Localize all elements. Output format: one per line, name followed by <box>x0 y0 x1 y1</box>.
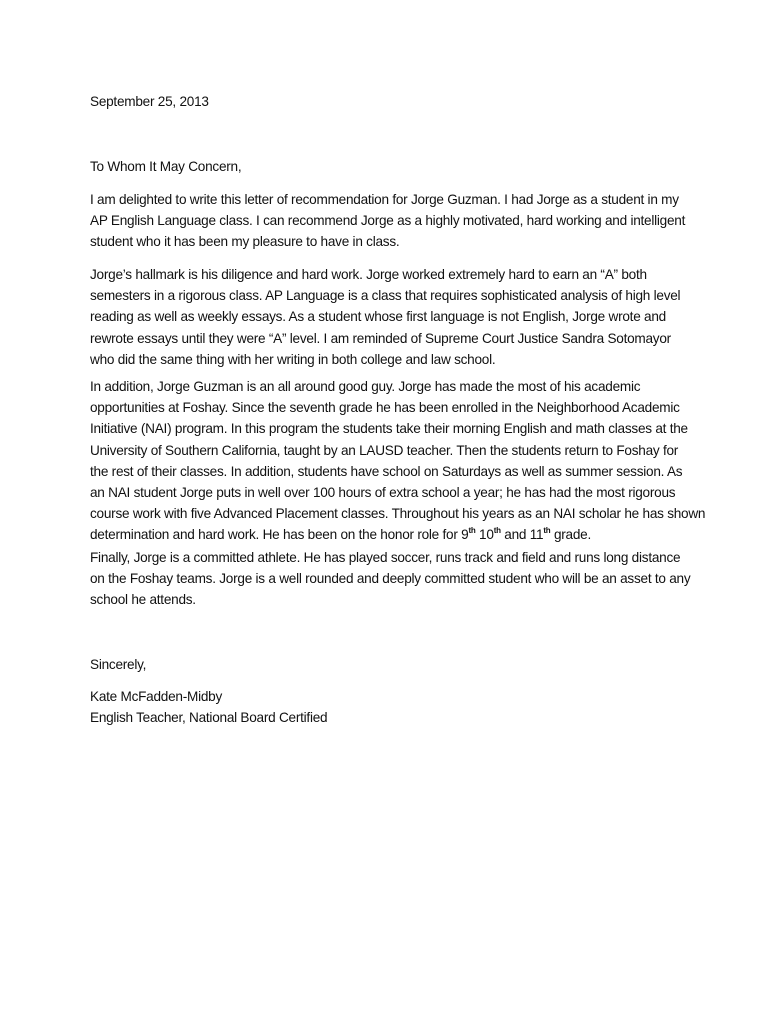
paragraph-line: on the Foshay teams. Jorge is a well rounded and deeply committed student who will be an asset to any <box>90 571 691 587</box>
paragraph-line-grades <box>90 524 686 545</box>
paragraph-line: the rest of their classes. In addition, students have school on Saturdays as well as summer session. As <box>90 463 683 479</box>
grades-text-b: 10 <box>475 527 494 543</box>
grade-suffix: th <box>468 525 476 535</box>
paragraph-1 <box>90 189 686 253</box>
letter-salutation <box>90 156 686 177</box>
paragraph-line: an NAI student Jorge puts in well over 100 hours of extra school a year; he has had the most rigorous <box>90 485 676 501</box>
grade-suffix: th <box>543 525 551 535</box>
paragraph-line: In addition, Jorge Guzman is an all around good guy. Jorge has made the most of his academic <box>90 379 641 394</box>
letter-closing <box>90 654 686 675</box>
paragraph-line: Finally, Jorge is a committed athlete. He has played soccer, runs track and field and runs long distance <box>90 550 681 565</box>
paragraph-line: opportunities at Foshay. Since the seventh grade he has been enrolled in the Neighborhood Academic <box>90 400 680 416</box>
grades-text-d: grade. <box>550 527 591 543</box>
closing-text: Sincerely, <box>90 657 147 672</box>
paragraph-line: semesters in a rigorous class. AP Language is a class that requires sophisticated analysis of high level <box>90 288 681 304</box>
grades-text-c: and 11 <box>500 527 544 543</box>
paragraph-line: school he attends. <box>90 592 196 608</box>
paragraph-line: Initiative (NAI) program. In this program the students take their morning English and math classes at the <box>90 421 688 437</box>
signer-name: Kate McFadden-Midby <box>90 689 223 704</box>
grade-suffix: th <box>493 525 501 535</box>
paragraph-line: course work with five Advanced Placement classes. Throughout his years as an NAI scholar he has shown <box>90 506 706 522</box>
paragraph-line: University of Southern California, taught by an LAUSD teacher. Then the students return to Foshay for <box>90 442 679 458</box>
paragraph-line: I am delighted to write this letter of recommendation for Jorge Guzman. I had Jorge as a student in my <box>90 192 679 207</box>
salutation-text: To Whom It May Concern, <box>90 159 242 174</box>
paragraph-line: Jorge’s hallmark is his diligence and hard work. Jorge worked extremely hard to earn an “A” both <box>90 267 647 282</box>
letter-date <box>90 91 686 112</box>
letter-signature <box>90 686 686 728</box>
paragraph-line: rewrote essays until they were “A” level. I am reminded of Supreme Court Justice Sandra Sotomayor <box>90 330 671 346</box>
paragraph-4 <box>90 547 691 611</box>
grades-text-a: determination and hard work. He has been on the honor role for 9 <box>90 527 469 543</box>
paragraph-line: student who it has been my pleasure to have in class. <box>90 234 400 250</box>
signer-title: English Teacher, National Board Certified <box>90 710 328 726</box>
date-text: September 25, 2013 <box>90 94 209 109</box>
paragraph-line: AP English Language class. I can recommend Jorge as a highly motivated, hard working and intelligent <box>90 213 686 229</box>
paragraph-2 <box>90 264 686 370</box>
paragraph-line: who did the same thing with her writing in both college and law school. <box>90 351 496 367</box>
paragraph-line: reading as well as weekly essays. As a student whose first language is not English, Jorge wrote and <box>90 309 666 325</box>
paragraph-3 <box>90 376 706 546</box>
